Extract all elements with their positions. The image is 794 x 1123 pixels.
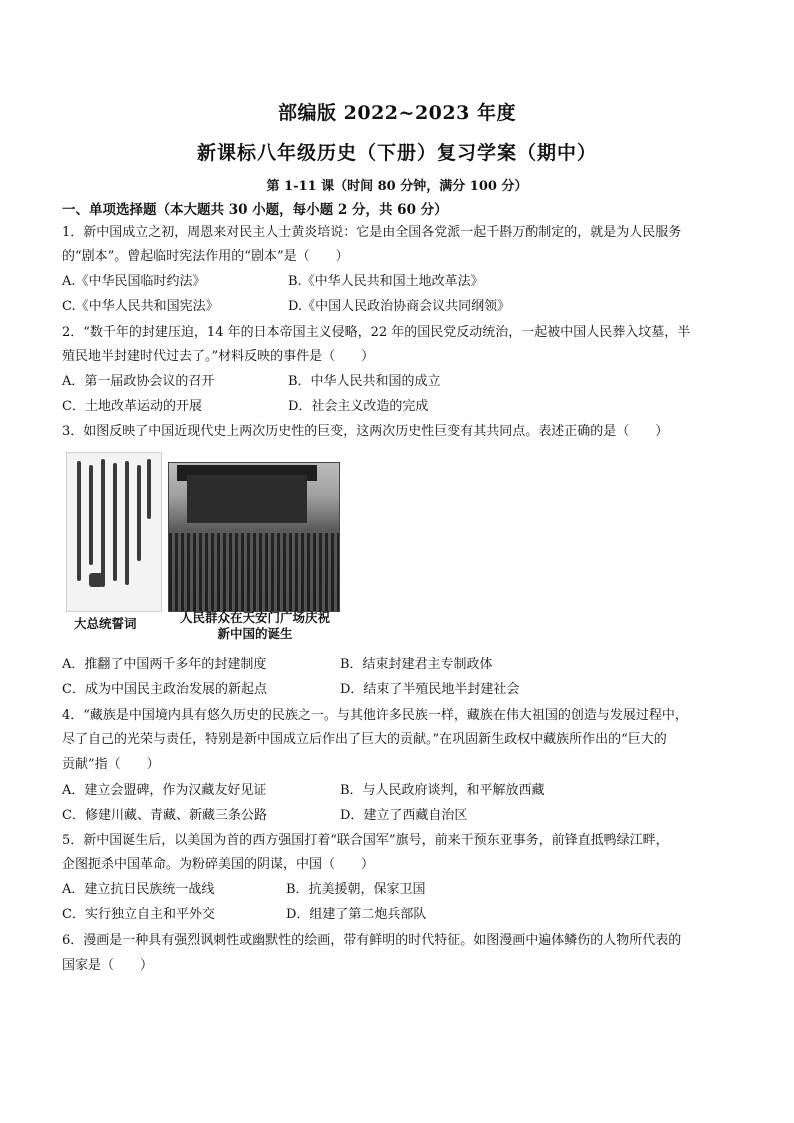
caption-celebration <box>170 610 340 642</box>
question-5-option-c: C．实行独立自主和平外交 <box>62 907 215 922</box>
question-4-option-c: C．修建川藏、青藏、新藏三条公路 <box>62 808 267 823</box>
question-3-option-b: B．结束封建君主专制政体 <box>340 657 493 672</box>
question-4-option-b: B．与人民政府谈判，和平解放西藏 <box>340 783 545 798</box>
caption-celebration-line1: 人民群众在天安门广场庆祝 <box>179 610 330 625</box>
question-4-text-cont2: 贡献”指（ ） <box>62 757 160 772</box>
question-5-option-a: A．建立抗日民族统一战线 <box>62 882 215 897</box>
question-1-option-b: B.《中华人民共和国土地改革法》 <box>288 274 484 289</box>
question-2-text-cont: 殖民地半封建时代过去了。”材料反映的事件是（ ） <box>62 349 375 364</box>
page-title-main: 新课标八年级历史（下册）复习学案（期中） <box>196 142 597 164</box>
question-2-option-c: C．土地改革运动的开展 <box>62 399 202 414</box>
page-title: 部编版 2022~2023 年度 <box>278 102 516 124</box>
question-4-text-cont: 尽了自己的光荣与责任，特别是新中国成立后作出了巨大的贡献。”在巩固新生政权中藏族所作出的“巨大的 <box>62 732 667 747</box>
question-3-option-d: D．结束了半殖民地半封建社会 <box>340 682 520 697</box>
question-3-option-c: C．成为中国民主政治发展的新起点 <box>62 682 267 697</box>
question-3-text: 3．如图反映了中国近现代史上两次历史性的巨变，这两次历史性巨变有其共同点。表述正确的是（ ） <box>62 424 669 439</box>
oath-calligraphy-image <box>66 452 162 612</box>
caption-oath: 大总统誓词 <box>74 616 137 631</box>
question-6-text: 6．漫画是一种具有强烈讽刺性或幽默性的绘画，带有鲜明的时代特征。如图漫画中遍体鳞伤的人物所代表的 <box>62 933 682 948</box>
question-3-figure <box>66 452 346 644</box>
question-2-option-d: D．社会主义改造的完成 <box>288 399 429 414</box>
question-5-option-b: B．抗美援朝，保家卫国 <box>286 882 426 897</box>
question-6-text-cont: 国家是（ ） <box>62 958 154 973</box>
question-5-text-cont: 企图扼杀中国革命。为粉碎美国的阴谋，中国（ ） <box>62 857 375 872</box>
question-2-text: 2．“数千年的封建压迫，14 年的日本帝国主义侵略，22 年的国民党反动统治，一起被中国人民葬入坟墓，半 <box>62 325 691 340</box>
question-1-text: 1．新中国成立之初，周恩来对民主人士黄炎培说：它是由全国各党派一起千斟万酌制定的，就是为人民服务 <box>62 225 682 240</box>
caption-celebration-line2: 新中国的诞生 <box>217 626 293 641</box>
question-1-option-a: A.《中华民国临时约法》 <box>62 274 206 289</box>
question-4-option-a: A．建立会盟碑，作为汉藏友好见证 <box>62 783 267 798</box>
question-4-option-d: D．建立了西藏自治区 <box>340 808 468 823</box>
question-3-option-a: A．推翻了中国两千多年的封建制度 <box>62 657 267 672</box>
question-2-option-b: B．中华人民共和国的成立 <box>288 374 441 389</box>
question-1-option-d: D.《中国人民政治协商会议共同纲领》 <box>288 299 511 314</box>
question-5-text: 5．新中国诞生后，以美国为首的西方强国打着“联合国军”旗号，前来干预东亚事务，前锋直抵鸭绿江畔， <box>62 833 669 848</box>
page-subtitle: 第 1-11 课（时间 80 分钟，满分 100 分） <box>266 179 528 194</box>
question-1-text-cont: 的“剧本”。曾起临时宪法作用的“剧本”是（ ） <box>62 249 349 264</box>
question-4-text: 4．“藏族是中国境内具有悠久历史的民族之一。与其他许多民族一样，藏族在伟大祖国的创造与发展过程中， <box>62 708 688 723</box>
section-heading: 一、单项选择题（本大题共 30 小题，每小题 2 分，共 60 分） <box>62 202 448 218</box>
question-5-option-d: D．组建了第二炮兵部队 <box>286 907 427 922</box>
question-1-option-c: C.《中华人民共和国宪法》 <box>62 299 219 314</box>
question-2-option-a: A．第一届政协会议的召开 <box>62 374 215 389</box>
tiananmen-celebration-photo <box>168 462 340 612</box>
